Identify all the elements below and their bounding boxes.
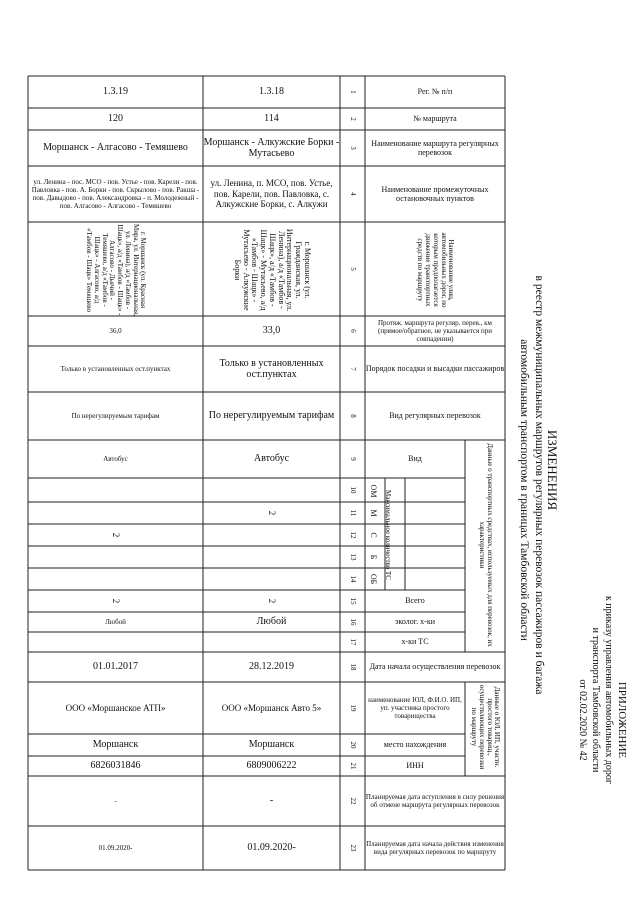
header-om: ОМ	[368, 484, 378, 498]
column-number: 14	[348, 575, 357, 583]
column-number: 23	[348, 844, 357, 852]
route-a-plan-start: 01.09.2020-	[247, 842, 296, 854]
column-number: 7	[348, 367, 357, 371]
route-a-total: 2	[267, 598, 278, 604]
column-number: 22	[348, 797, 357, 805]
route-b-plan-date: -	[114, 796, 117, 805]
route-b-boarding: Только в установленных ост.пунктах	[60, 364, 171, 373]
route-b-plan-start: 01.09.2020-	[98, 843, 133, 852]
column-number: 5	[348, 267, 357, 271]
route-b-stops: ул. Ленина - пос. МСО - пов. Устье - пов. Карели - пов. Павловка - пов. А. Борки - пов. Скрылово - пов. Ракша - пов. Давыдово - пов. Александровка - п. Молодежный - пов. Алгасово - Алгасово - Темяшево	[31, 177, 200, 211]
column-number: 10	[348, 486, 357, 494]
header-plan-date: Планируемая дата вступления в силу решения об отмене маршрута регулярных перевозок	[365, 792, 505, 809]
route-a-m-qty: 2	[267, 510, 278, 516]
header-max-qty: Максимальное количество ТС	[384, 490, 393, 580]
route-b-route-no: 120	[108, 113, 123, 125]
route-b-total: 2	[111, 598, 122, 604]
header-carrier-name: наименование ЮЛ, Ф.И.О. ИП, уп. участника простого товарищества	[368, 695, 462, 721]
column-number: 18	[348, 663, 357, 671]
column-number: 4	[348, 192, 357, 196]
heading-sub2: автомобильным транспортом в границах Тамбовской области	[518, 339, 530, 641]
header-vehicle-group: Данные о транспортных средствах, используемых для перевозок, их характеристики	[478, 443, 494, 647]
route-b-length: 36,0	[109, 326, 122, 335]
route-a-reg-no: 1.3.18	[259, 86, 284, 98]
column-number: 12	[348, 531, 357, 539]
route-a-inn: 6809006222	[246, 760, 297, 772]
header-ob: ОБ	[368, 573, 378, 585]
route-b-location: Моршанск	[92, 739, 139, 751]
route-a-carrier: ООО «Моршанск Авто 5»	[221, 702, 322, 713]
column-number: 3	[348, 146, 357, 150]
route-a-eco: Любой	[256, 616, 287, 628]
route-b-carrier: ООО «Моршанское АТП»	[65, 702, 166, 713]
route-b-start-date: 01.01.2017	[93, 661, 138, 673]
header-start-date: Дата начала осуществления перевозок	[369, 662, 501, 672]
column-number: 8	[348, 414, 357, 418]
route-b-inn: 6826031846	[90, 760, 141, 772]
route-b-route-name: Моршанск - Алгасово - Темяшево	[43, 142, 188, 154]
header-route-name: Наименование маршрута регулярных перевозок	[371, 138, 499, 157]
route-b-reg-no: 1.3.19	[103, 86, 128, 98]
route-a-length: 33,0	[262, 325, 281, 337]
route-a-streets: г. Моршанск (ул. Гражданская, ул. Интернациональная, ул. Ленина), а/д «Тамбов - Шацк», а/д «Тамбов - Шацк» - Мутасьево, а/д «Тамбов - Шацк» - Мутасьево - Алкужские Борки	[232, 228, 313, 312]
header-route-no: № маршрута	[413, 114, 457, 124]
column-number: 17	[348, 638, 357, 646]
route-a-stops: ул. Ленина, п. МСО, пов. Устье, пов. Карели, пов. Павловка, с. Алкужские Борки, с. Алкужи	[210, 178, 333, 210]
header-streets: Наименование улиц, автомобильных дорог, по которым предполагается движение транспортных средств по маршруту	[416, 232, 456, 308]
route-a-route-name: Моршанск - Алкужские Борки - Мутасьево	[203, 136, 340, 159]
column-number: 13	[348, 553, 357, 561]
header-total: Всего	[405, 596, 425, 606]
route-b-vid: Автобус	[103, 454, 128, 463]
header-b: Б	[368, 554, 378, 560]
column-number: 11	[348, 509, 357, 517]
column-number: 6	[348, 329, 357, 333]
appendix-title: ПРИЛОЖЕНИЕ	[616, 681, 628, 759]
route-a-boarding: Только в установленных ост.пунктах	[219, 357, 324, 380]
route-a-vid: Автобус	[253, 453, 290, 465]
route-b-type: По нерегулируемым тарифам	[71, 411, 160, 420]
header-eco: эколог. х-ки	[394, 617, 435, 627]
header-type: Вид регулярных перевозок	[389, 411, 481, 421]
column-number: 15	[348, 597, 357, 605]
header-length: Протяж. маршрута регуляр. перев., км (прямое/обратное, не указывается при совпадении)	[377, 318, 492, 344]
appendix-line1: к приказу управления автомобильных дорог	[603, 595, 614, 785]
route-b-s-qty: 2	[111, 532, 122, 538]
route-a-type: По нерегулируемым тарифам	[208, 410, 335, 422]
column-number: 2	[348, 117, 357, 121]
header-plan-start: Планируемая дата начала действия изменения вида регулярных перевозок по маршруту	[366, 839, 504, 856]
column-number: 9	[348, 457, 357, 461]
column-number: 1	[348, 90, 357, 94]
route-b-streets: г. Моршанск (ул. Красная Мира, ул. Интернациональная, ул. Ленина), а/д «Тамбов - Шацк», а/д «Тамбов - Шацк» - Алгасово - Дьячий - Темяшево, а/д «Тамбов - Шацк» - Алгасово, а/д «Тамбов - Шацк» Темяшево	[85, 224, 148, 316]
route-a-route-no: 114	[264, 113, 279, 125]
heading-sub1: в реестр межмуниципальных маршрутов регулярных перевозок пассажиров и багажа	[533, 275, 545, 695]
column-number: 21	[348, 762, 357, 770]
header-reg-no: Рег. № п/п	[417, 87, 453, 97]
column-number: 20	[348, 741, 357, 749]
appendix-line2: и транспорта Тамбовской области	[590, 627, 601, 773]
appendix-line3: от 02.02.2020 № 42	[577, 679, 588, 761]
header-inn: ИНН	[406, 761, 424, 771]
heading-main: ИЗМЕНЕНИЯ	[545, 429, 560, 511]
route-a-start-date: 28.12.2019	[249, 661, 294, 673]
header-boarding: Порядок посадки и высадки пассажиров	[365, 364, 505, 374]
header-location: место нахождения	[383, 740, 447, 750]
header-vid: Вид	[408, 454, 422, 464]
header-s: С	[368, 532, 378, 538]
route-b-eco: Любой	[105, 617, 126, 626]
header-carrier-group: Данные о ЮЛ, ИП, участн. простого товарищ., осуществляющих перевозки по маршруту	[470, 684, 502, 770]
route-a-plan-date: -	[269, 795, 274, 807]
header-m: М	[368, 509, 378, 517]
route-a-location: Моршанск	[248, 739, 295, 751]
column-number: 16	[348, 618, 357, 626]
header-stops: Наименование промежуточных остановочных пунктов	[381, 184, 489, 203]
column-number: 19	[348, 704, 357, 712]
header-chars: х-ки ТС	[401, 637, 429, 647]
